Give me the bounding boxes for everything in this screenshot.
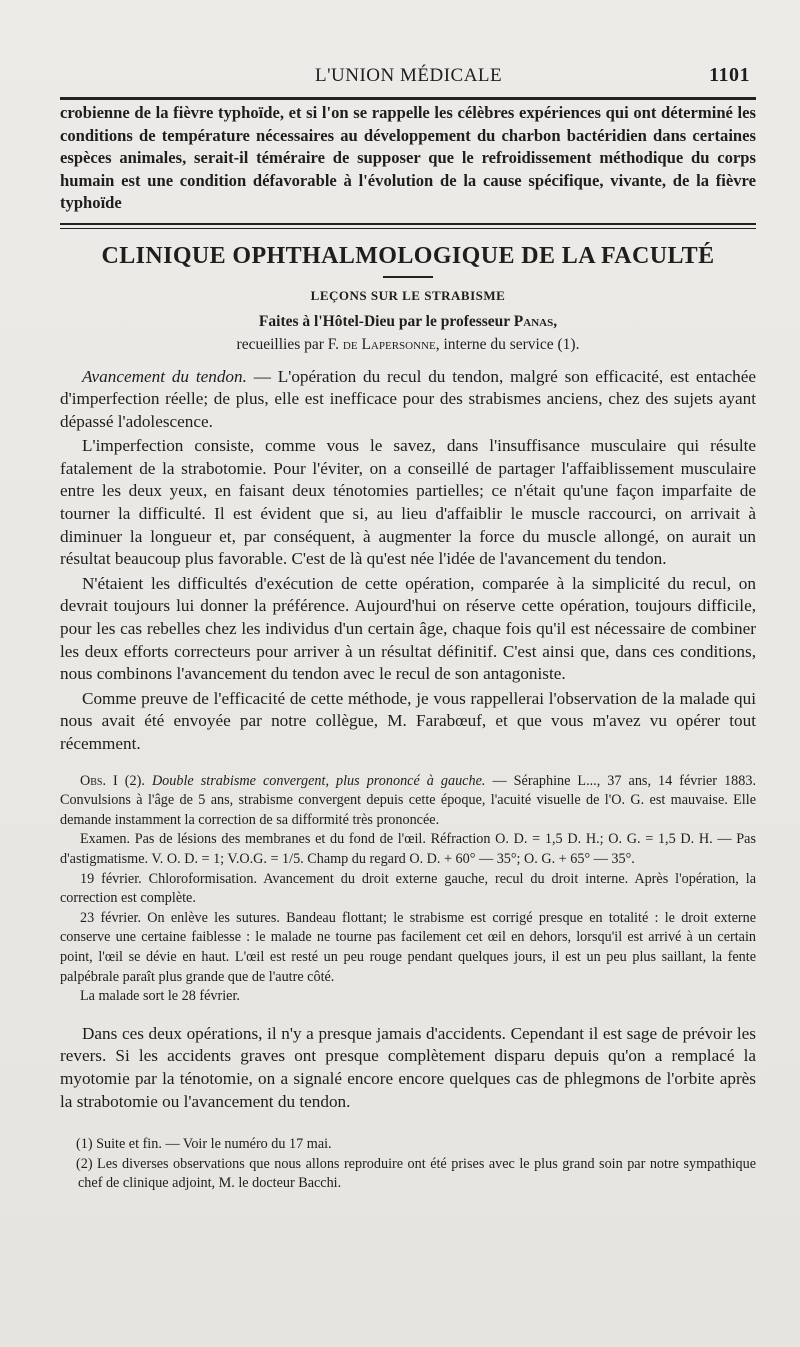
observation-intro: [60, 772, 756, 831]
closing-paragraph: Dans ces deux opérations, il n'y a presque jamais d'accidents. Cependant il est sage de prévoir les revers. Si les accidents graves ont presque complètement disparu depuis qu'on a remplacé la myotomie par la ténotomie, on a signalé encore encore quelques cas de phlegmons de l'orbite après la strabotomie ou l'avancement du tendon.: [60, 1023, 756, 1111]
header-rule: [60, 97, 756, 100]
observation-intro-text: — Séraphine L..., 37 ans, 14 février 1883. Convulsions à l'âge de 5 ans, strabisme convergent depuis cette époque, l'acuité visuelle de l'O. G. est mauvaise. Elle demande instamment la correction de sa difformité très prononcée.: [60, 772, 756, 828]
paragraph-text: — L'opération du recul du tendon, malgré son efficacité, est entachée d'imperfection réelle; de plus, elle est inefficace pour des strabismes anciens, chez des sujets ayant dépassé l'adolescence.: [60, 366, 757, 431]
observation-label: Obs. I (2).: [80, 772, 145, 789]
paragraph-preuve: Comme preuve de l'efficacité de cette méthode, je vous rappellerai l'observation de la malade qui nous avait été envoyée par notre collègue, M. Farabœuf, et que vous m'avez vu opérer tout récemment.: [60, 688, 756, 753]
footnote-2: (2) Les diverses observations que nous allons reproduire ont été prises avec le plus grand soin par notre sympathique chef de clinique adjoint, M. le docteur Bacchi.: [76, 1155, 756, 1192]
section-divider: [60, 223, 756, 229]
paragraph-difficultes: N'étaient les difficultés d'exécution de cette opération, comparée à la simplicité du recul, on devrait toujours lui donner la préférence. Aujourd'hui on réserve cette opération, toujours difficile, pour les cas rebelles chez les individus d'un certain âge, chaque fois qu'il est nécessaire de combiner les deux efforts correcteurs pour arriver à un résultat définitif. C'est ainsi que, dans ces conditions, nous combinons l'avancement du tendon avec le recul de son antagoniste.: [60, 573, 756, 684]
footnote-1: (1) Suite et fin. — Voir le numéro du 17 mai.: [76, 1136, 332, 1153]
observation-exit: La malade sort le 28 février.: [80, 988, 240, 1005]
spacer: [60, 756, 756, 772]
section-title: CLINIQUE OPHTHALMOLOGIQUE DE LA FACULTÉ: [101, 242, 715, 269]
observation-exam: Examen. Pas de lésions des membranes et du fond de l'œil. Réfraction O. D. = 1,5 D. H.; O. G. = 1,5 D. H. — Pas d'astigmatisme. V. O. D. = 1; V.O.G. = 1/5. Champ du regard O. D. + 60° — 35°; O. G. + 65° — 35°.: [60, 831, 756, 867]
running-head: [60, 64, 756, 87]
observation-title: Double strabisme convergent, plus prononcé à gauche.: [151, 772, 486, 789]
observation-feb23: 23 février. On enlève les sutures. Bandeau flottant; le strabisme est corrigé presque en totalité : le droit externe conserve une certaine faiblesse : le malade ne tourne pas facilement cet œil en dehors, lorsqu'il est arrivé à un certain point, l'œil se dévie en haut. L'œil est resté un peu rouge pendant quelques jours, il est un peu plus saillant, la fente palpébrale paraît plus grande que de l'autre côté.: [60, 909, 756, 985]
collected-by: [60, 333, 756, 356]
paragraph-avancement: [60, 366, 756, 434]
byline-prefix: Faites à l'Hôtel-Dieu par le professeur: [258, 312, 514, 330]
lecture-title: LEÇONS SUR LE STRABISME: [310, 287, 506, 303]
byline: [60, 310, 756, 333]
continuation-paragraph: crobienne de la fièvre typhoïde, et si l'on se rappelle les célèbres expériences qui ont déterminé les conditions de température nécessaires au développement du charbon bactéridien dans certaines espèces animales, serait-il téméraire de supposer que le refroidissement méthodique du corps humain est une condition défavorable à l'évolution de la cause spécifique, vivante, de la fièvre typhoïde: [60, 103, 756, 212]
running-title: L'UNION MÉDICALE: [315, 65, 503, 86]
collector-name: de Lapersonne: [342, 335, 436, 353]
paragraph-imperfection: L'imperfection consiste, comme vous le savez, dans l'insuffisance musculaire qui résulte fatalement de la strabotomie. Pour l'éviter, on a conseillé de partager l'affaiblissement musculaire entre les deux yeux, en faisant deux ténotomies partielles; ce n'était qu'une façon imparfaite de tourner la difficulté. Il est évident que si, au lieu d'affaiblir le muscle raccourci, on arrivait à diminuer la longueur et, par conséquent, à augmenter la force du muscle allongé, on aurait un résultat beaucoup plus favorable. C'est de là qu'est née l'idée de l'avancement du tendon.: [60, 436, 756, 569]
observation-feb19: 19 février. Chloroformisation. Avancement du droit externe gauche, recul du droit interne. Après l'opération, la correction est complète.: [60, 870, 756, 907]
title-rule: [383, 276, 433, 278]
professor-name: Panas,: [513, 312, 558, 330]
page-number: 1101: [709, 64, 750, 86]
paragraph-heading: Avancement du tendon.: [82, 366, 247, 386]
collected-suffix: , interne du service (1).: [435, 335, 580, 353]
collected-prefix: recueillies par F.: [236, 335, 343, 353]
footnotes: [60, 1135, 756, 1194]
